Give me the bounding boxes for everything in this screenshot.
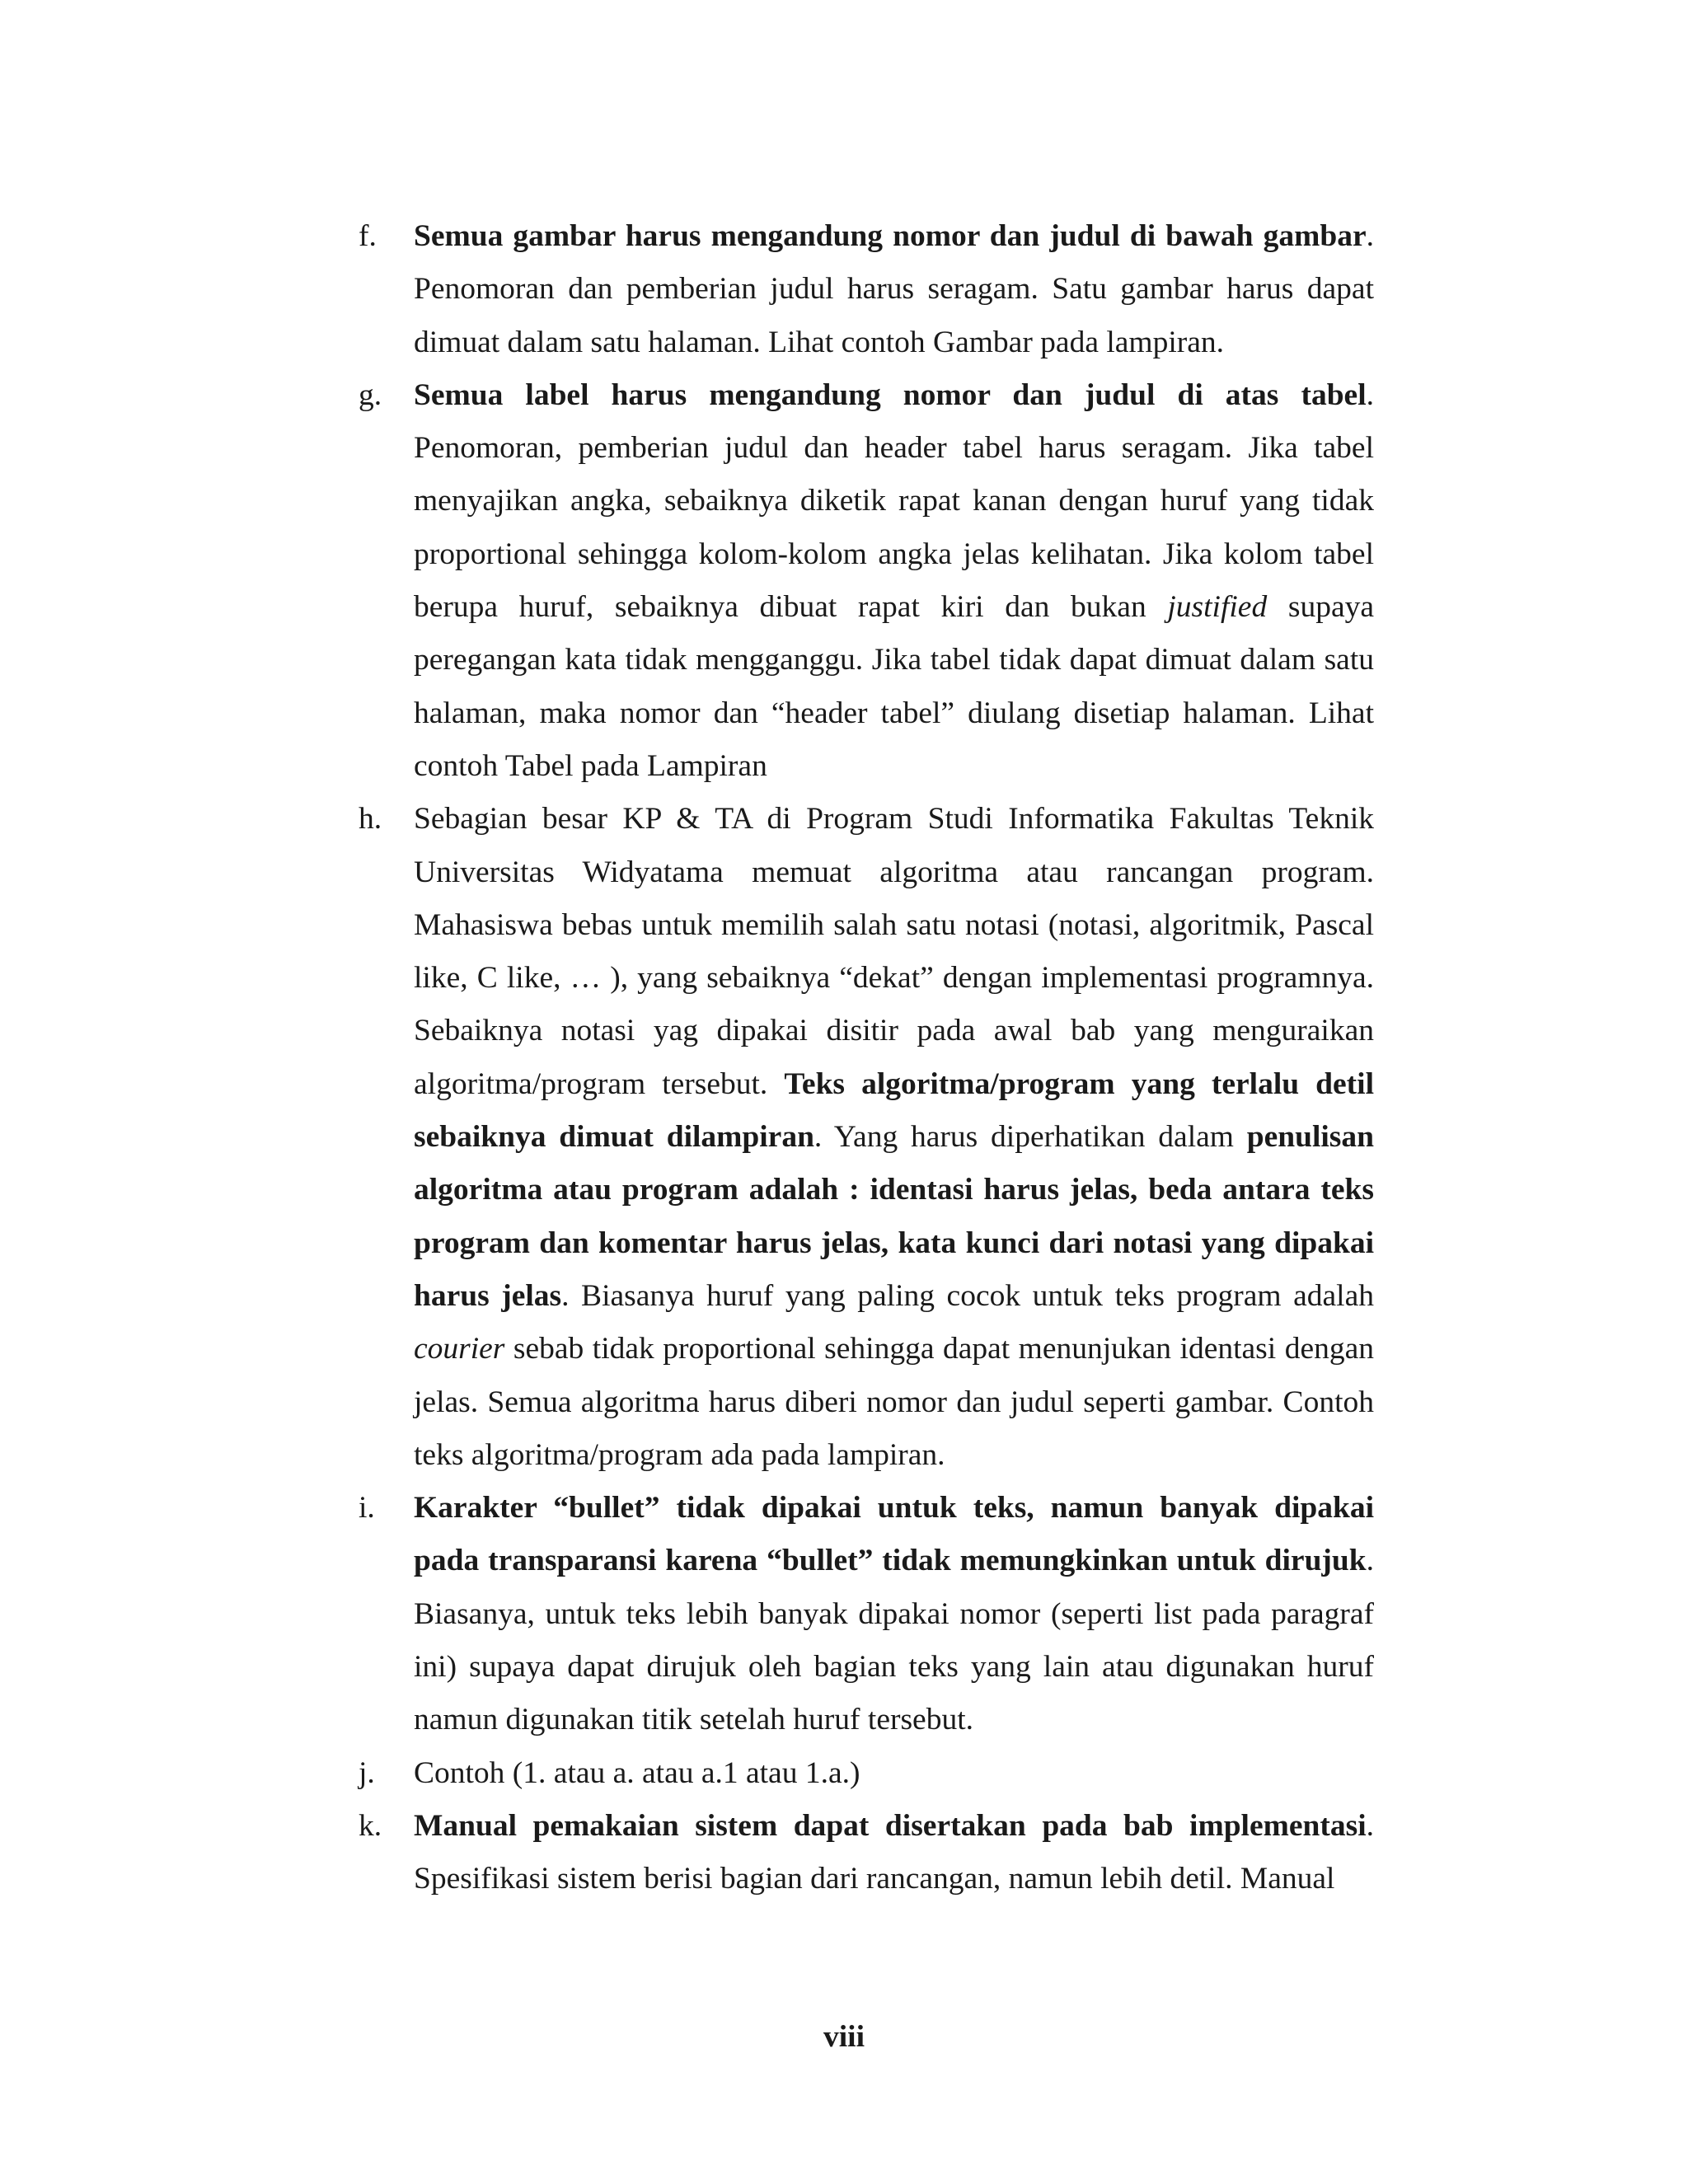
- list-marker: k.: [359, 1808, 382, 1843]
- bold-text: Semua gambar harus mengandung nomor dan judul di bawah gambar: [414, 219, 1367, 253]
- text-run: . Penomoran dan pemberian judul harus seragam. Satu gambar harus dapat dimuat dalam satu halaman. Lihat contoh Gambar pada lampiran.: [414, 219, 1374, 359]
- text-run: sebab tidak proportional sehingga dapat menunjukan identasi dengan jelas. Semua algoritma harus diberi nomor dan judul seperti gambar. Contoh teks algoritma/program ada pada lampiran.: [414, 1332, 1374, 1472]
- italic-text: courier: [414, 1332, 505, 1366]
- bold-text: Semua label harus mengandung nomor dan judul di atas tabel: [414, 377, 1367, 412]
- list-item-h: [359, 793, 1374, 1482]
- text-run: supaya peregangan kata tidak mengganggu. Jika tabel tidak dapat dimuat dalam satu halaman, maka nomor dan “header tabel” diulang disetiap halaman. Lihat contoh Tabel pada Lampiran: [414, 590, 1374, 783]
- text-run: . Penomoran, pemberian judul dan header tabel harus seragam. Jika tabel menyajikan angka, sebaiknya diketik rapat kanan dengan huruf yang tidak proportional sehingga kolom-kolom angka jelas kelihatan. Jika kolom tabel berupa huruf, sebaiknya dibuat rapat kiri dan bukan: [414, 377, 1374, 625]
- list-item-g: [359, 369, 1374, 793]
- list-item-text: [414, 802, 1374, 1472]
- text-run: Sebagian besar KP & TA di Program Studi Informatika Fakultas Teknik Universitas Widyatama memuat algoritma atau rancangan program. Mahasiswa bebas untuk memilih salah satu notasi (notasi, algoritmik, Pascal like, C like, … ), yang sebaiknya “dekat” dengan implementasi programnya. Sebaiknya notasi yag dipakai disitir pada awal bab yang menguraikan algoritma/program tersebut.: [414, 802, 1374, 1101]
- text-run: . Yang harus diperhatikan dalam: [814, 1120, 1247, 1155]
- bold-text: penulisan algoritma atau program adalah : identasi harus jelas, beda antara teks program dan komentar harus jelas, kata kunci dari notasi yang dipakai harus jelas: [414, 1120, 1374, 1313]
- bold-text: Karakter “bullet” tidak dipakai untuk teks, namun banyak dipakai pada transparansi karena “bullet” tidak memungkinkan untuk dirujuk: [414, 1491, 1374, 1578]
- list-item-text: [414, 219, 1374, 359]
- list-marker: h.: [359, 802, 382, 837]
- list-item-text: [414, 1809, 1374, 1896]
- bold-text: Teks algoritma/program yang terlalu detil sebaiknya dimuat dilampiran: [414, 1066, 1374, 1155]
- list-item-j: [359, 1747, 1374, 1800]
- list-item-i: [359, 1482, 1374, 1746]
- italic-text: justified: [1167, 590, 1268, 625]
- list-item-text: [414, 1756, 860, 1790]
- guideline-list: [359, 210, 1374, 1906]
- bold-text: Manual pemakaian sistem dapat disertakan pada bab implementasi: [414, 1808, 1367, 1843]
- text-run: . Spesifikasi sistem berisi bagian dari rancangan, namun lebih detil. Manual: [414, 1808, 1374, 1896]
- page-number: viii: [823, 2020, 865, 2054]
- list-item-text: [414, 1491, 1374, 1736]
- list-item-text: [414, 378, 1374, 783]
- list-marker: f.: [359, 219, 377, 253]
- list-item-k: [359, 1800, 1374, 1906]
- list-marker: i.: [359, 1491, 375, 1526]
- list-marker: j.: [359, 1755, 375, 1790]
- text-run: Contoh (1. atau a. atau a.1 atau 1.a.): [414, 1755, 860, 1790]
- text-run: . Biasanya huruf yang paling cocok untuk teks program adalah: [561, 1278, 1374, 1313]
- list-marker: g.: [359, 377, 382, 412]
- list-item-f: [359, 210, 1374, 369]
- text-run: . Biasanya, untuk teks lebih banyak dipakai nomor (seperti list pada paragraf ini) supaya dapat dirujuk oleh bagian teks yang lain atau digunakan huruf namun digunakan titik setelah huruf tersebut.: [414, 1544, 1374, 1737]
